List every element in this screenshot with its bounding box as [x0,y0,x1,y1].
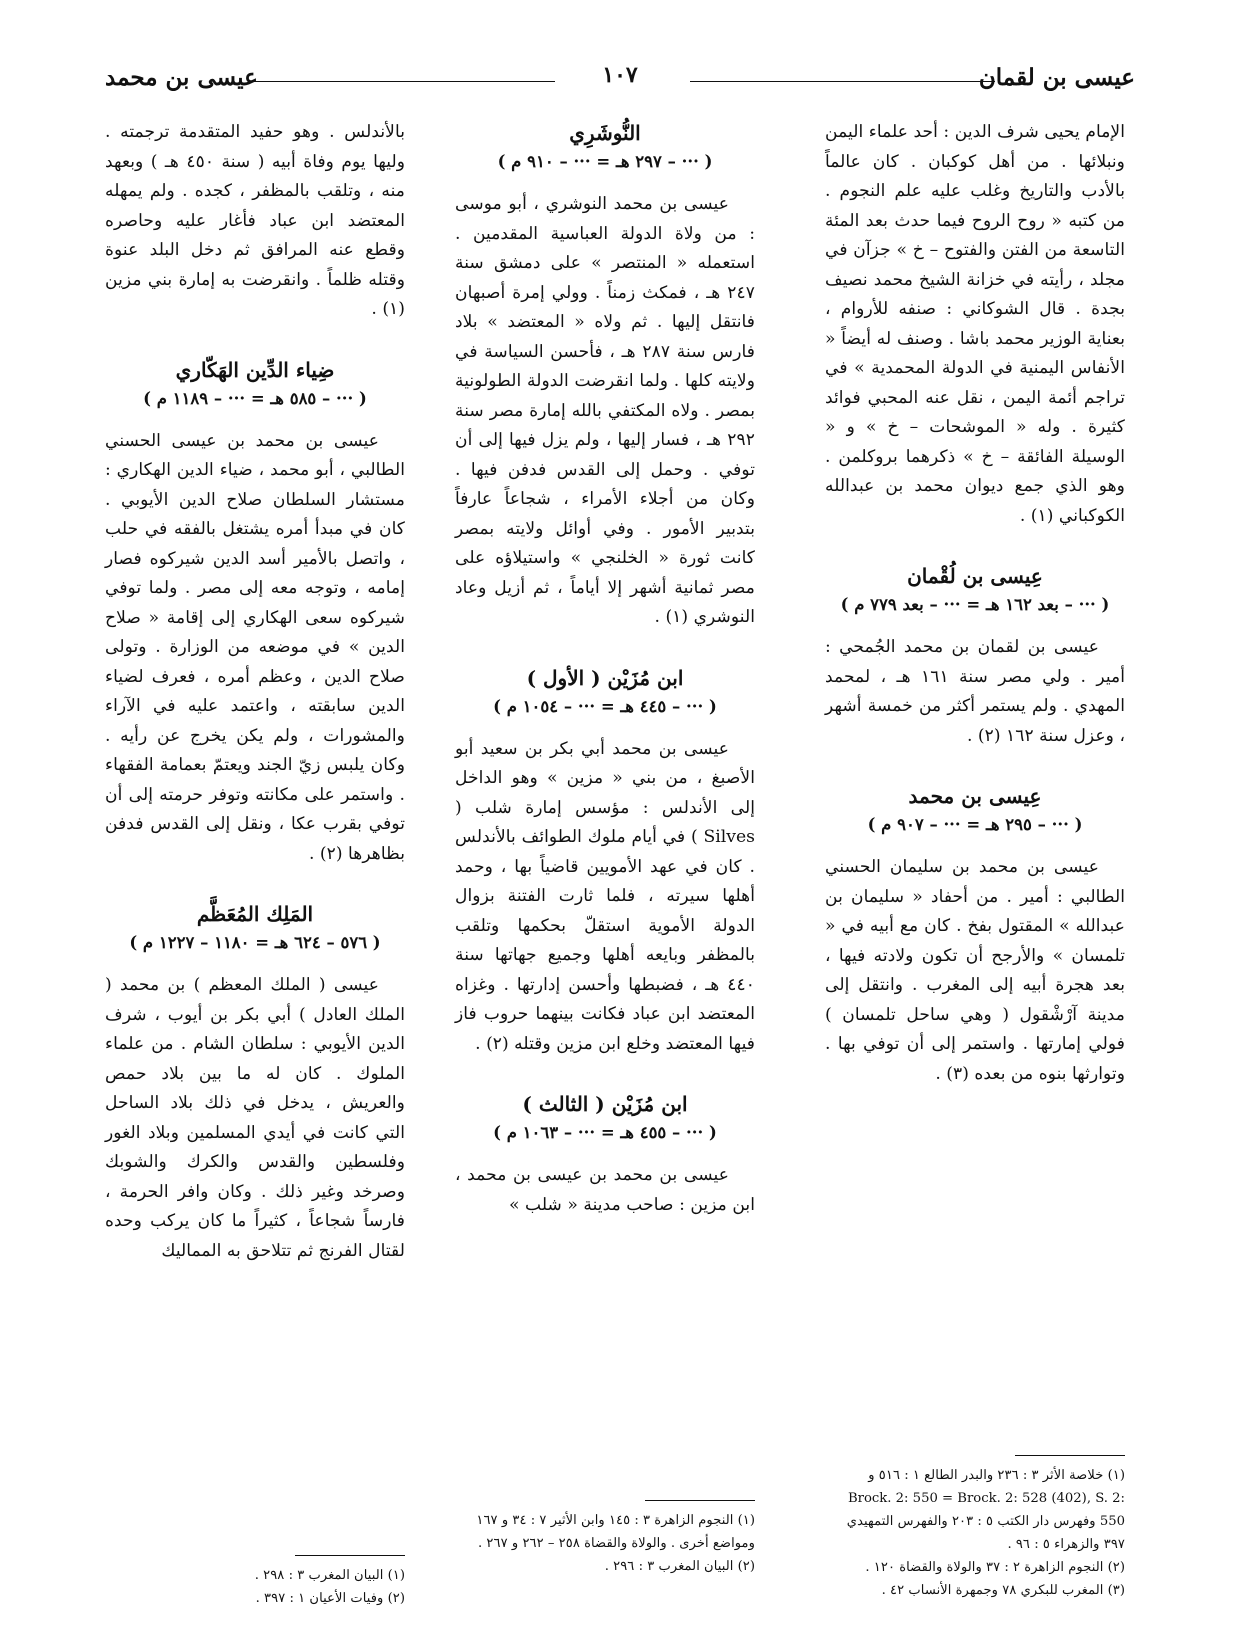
footnote-rule [1015,1455,1125,1456]
footnotes-left [105,1555,405,1610]
entry-title: ضِياء الدِّين الهَكّاري [175,357,335,382]
entry-text: عيسى بن محمد بن عيسى بن محمد ، ابن مزين : صاحب مدينة « شلب » [455,1165,755,1215]
column-right [825,118,1125,1618]
entry-text: عيسى بن محمد النوشري ، أبو موسى : من ولاة الدولة العباسية المقدمين . استعمله « المنتصر » على دمشق سنة ٢٤٧ هـ ، فمكث زمناً . وولي إمرة أصبهان فانتقل إليها . ثم ولاه « المعتضد » بلاد فارس سنة ٢٨٧ هـ ، فأحسن السياسة في ولايته كلها . ولما انقرضت الدولة الطولونية بمصر . ولاه المكتفي بالله إمارة مصر سنة ٢٩٢ هـ ، فسار إليها ، ولم يزل فيها إلى أن توفي . وحمل إلى القدس فدفن فيها . وكان من أجلاء الأمراء ، شجاعاً عارفاً بتدبير الأمور . وفي أوائل ولايته بمصر كانت ثورة « الخلنجي » واستيلاؤه على مصر ثمانية أشهر إلا أياماً ، ثم أزيل وعاد النوشري (١) . [455,194,755,627]
running-head-rule-right [690,81,995,82]
entry-dates: ( ··· – ٤٥٥ هـ = ··· – ١٠٦٣ م ) [493,1123,717,1142]
entry-dates: ( ··· – ٥٨٥ هـ = ··· – ١١٨٩ م ) [143,388,367,408]
page-number: ١٠٧ [602,62,638,88]
entry-dates: ( ··· – ٤٤٥ هـ = ··· – ١٠٥٤ م ) [493,696,717,716]
entry-text: عيسى بن محمد أبي بكر بن سعيد أبو الأصبغ ، من بني « مزين » وهو الداخل إلى الأندلس : مؤسس إمارة شلب ( Silves ) في أيام ملوك الطوائف بالأندلس . كان في عهد الأمويين قاضياً بها ، وحمد أهلها سيرته ، فلما ثارت الفتنة بزوال الدولة الأموية استقلّ بحكمها وتلقب بالمظفر وبايعه أهلها وجميع جهاتها سنة ٤٤٠ هـ ، فضبطها وأحسن إدارتها . وغزاه المعتضد ابن عباد فكانت بينهما حروب فاز فيها المعتضد وخلع ابن مزين وقتله (٢) . [455,738,755,1054]
column-left [105,118,405,1618]
footnote-rule [645,1500,755,1501]
footnote: (٢) البيان المغرب ٣ : ٢٩٦ . [604,1559,755,1574]
entry-dates: ( ··· – ٢٩٧ هـ = ··· – ٩١٠ م ) [497,152,713,171]
footnotes-middle [455,1500,755,1578]
footnote-rule [295,1555,405,1556]
footnote: (٢) النجوم الزاهرة ٢ : ٣٧ والولاة والقضاة ١٢٠ . [865,1560,1125,1575]
running-head [105,62,1135,96]
footnotes-right [825,1455,1125,1602]
footnote: (١) خلاصة الأثر ٣ : ٢٣٦ والبدر الطالع ١ : ٥١٦ و Brock. 2: 550 = Brock. 2: 528 (402), S. 2: 550 وفهرس دار الكتب ٥ : ٢٠٣ والفهرس التمهيدي ٣٩٧ والزهراء ٥ : ٩٦ . [846,1468,1125,1552]
entry-title: عِيسى بن محمد [908,784,1042,808]
continued-text: الإمام يحيى شرف الدين : أحد علماء اليمن ونبلائها . من أهل كوكبان . كان عالماً بالأدب والتاريخ وغلب عليه علم النجوم . من كتبه « روح الروح فيما حدث بعد المئة التاسعة من الفتن والفتوح – خ » جزآن في مجلد ، رأيته في خزانة الشيخ محمد نصيف بجدة . قال الشوكاني : صنفه للأروام ، بعناية الوزير محمد باشا . وصنف له أيضاً « الأنفاس اليمنية في الدولة المحمدية » في تراجم أئمة اليمن ، نقل عنه المحبي فوائد كثيرة . وله « الموشحات – خ » و « الوسيلة الفائقة – خ » ذكرهما بروكلمن . وهو الذي جمع ديوان محمد بن عبدالله الكوكباني (١) . [825,122,1125,526]
footnote: (١) البيان المغرب ٣ : ٢٩٨ . [254,1568,405,1583]
entry-dates: ( ··· – بعد ١٦٢ هـ = ··· – بعد ٧٧٩ م ) [840,595,1110,614]
entry-title: عِيسى بن لُقْمان [907,564,1043,588]
running-head-rule-left [250,81,555,82]
footnote: (١) النجوم الزاهرة ٣ : ١٤٥ وابن الأثير ٧ : ٣٤ و ١٦٧ ومواضع أخرى . والولاة والقضاة ٢٥٨ – ٢٦٢ و ٢٦٧ . [476,1513,755,1551]
entry-title: النُّوشَرِي [569,121,641,145]
continued-text: بالأندلس . وهو حفيد المتقدمة ترجمته . وليها يوم وفاة أبيه ( سنة ٤٥٠ هـ ) وبعهد منه ، وتلقب بالمظفر ، كجده . ولم يمهله المعتضد ابن عباد فأغار عليه وحاصره وقطع عنه المرافق ثم دخل البلد عنوة وقتله ظلماً . وانقرضت به إمارة بني مزين (١) . [105,122,405,319]
footnote: (٢) وفيات الأعيان ١ : ٣٩٧ . [255,1591,405,1606]
entry-text: عيسى بن لقمان بن محمد الجُمحي : أمير . ولي مصر سنة ١٦١ هـ ، لمحمد المهدي . ولم يستمر أكثر من خمسة أشهر ، وعزل سنة ١٦٢ (٢) . [825,637,1125,746]
entry-text: عيسى ( الملك المعظم ) بن محمد ( الملك العادل ) أبي بكر بن أيوب ، شرف الدين الأيوبي : سلطان الشام . من علماء الملوك . كان له ما بين بلاد حمص والعريش ، يدخل في ذلك بلاد الساحل التي كانت في أيدي المسلمين وبلاد الغور وفلسطين والقدس والكرك والشوبك وصرخد وغير ذلك . وكان وافر الحرمة ، فارساً شجاعاً ، كثيراً ما كان يركب وحده لقتال الفرنج ثم تتلاحق به المماليك [105,975,405,1261]
entry-title: ابن مُزَيْن ( الأول ) [526,665,684,690]
footnote: (٣) المغرب للبكري ٧٨ وجمهرة الأنساب ٤٢ . [881,1583,1125,1598]
entry-title: ابن مُزَيْن ( الثالث ) [522,1092,688,1116]
entry-dates: ( ··· – ٢٩٥ هـ = ··· – ٩٠٧ م ) [867,815,1083,834]
entry-text: عيسى بن محمد بن عيسى الحسني الطالبي ، أبو محمد ، ضياء الدين الهكاري : مستشار السلطان صلاح الدين الأيوبي . كان في مبدأ أمره يشتغل بالفقه في حلب ، واتصل بالأمير أسد الدين شيركوه فصار إمامه ، وتوجه معه إلى مصر . ولما توفي شيركوه سعى الهكاري إلى إقامة « صلاح الدين » في موضعه من الوزارة . وتولى صلاح الدين ، وعظم أمره ، فعرف لضياء الدين سابقته ، واعتمد عليه في الآراء والمشورات ، ولم يكن يخرج عن رأيه . وكان يلبس زيّ الجند ويعتمّ بعمامة الفقهاء . واستمر على مكانته وتوفر حرمته إلى أن توفي بقرب عكا ، ونقل إلى القدس فدفن بظاهرها (٢) . [105,430,405,864]
entry-title: المَلِك المُعَظَّم [196,902,314,926]
column-middle [455,118,755,1618]
running-head-right: عيسى بن لقمان [978,64,1135,91]
entry-text: عيسى بن محمد بن سليمان الحسني الطالبي : أمير . من أحفاد « سليمان بن عبدالله » المقتول بفخ . كان مع أبيه في « تلمسان » والأرجح أن تكون ولادته فيها ، بعد هجرة أبيه إلى المغرب . وانتقل إلى مدينة آرْشْقول ( وهي ساحل تلمسان ) فولي إمارتها . واستمر إلى أن توفي بها . وتوارثها بنوه من بعده (٣) . [825,857,1125,1084]
entry-dates: ( ٥٧٦ – ٦٢٤ هـ = ١١٨٠ – ١٢٢٧ م ) [129,933,381,952]
running-head-left: عيسى بن محمد [105,64,258,91]
